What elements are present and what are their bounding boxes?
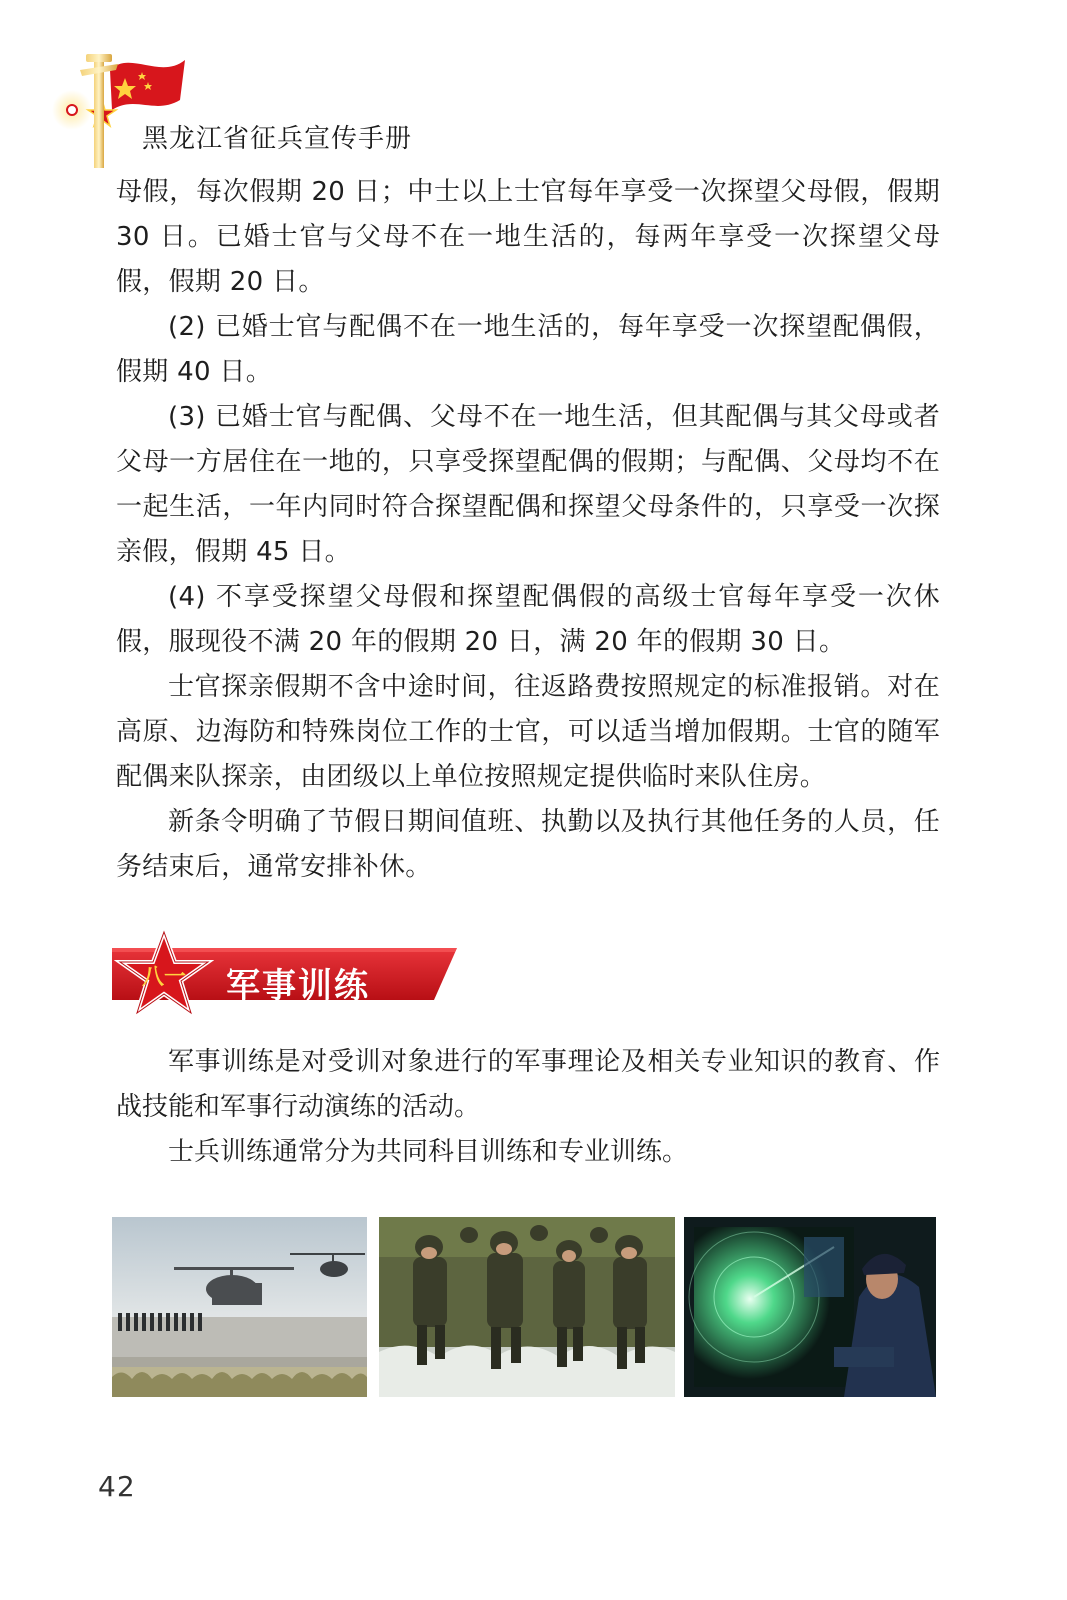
- section-title: 军事训练: [226, 966, 370, 1006]
- paragraph: 士官探亲假期不含中途时间，往返路费按照规定的标准报销。对在高原、边海防和特殊岗位工作的士官，可以适当增加假期。士官的随军配偶来队探亲，由团级以上单位按照规定提供临时来队住房。: [116, 672, 940, 792]
- paragraph: 军事训练是对受训对象进行的军事理论及相关专业知识的教育、作战技能和军事行动演练的活动。: [116, 1047, 940, 1122]
- red-star-emblem-icon: [114, 928, 214, 1018]
- page-header: [0, 0, 600, 180]
- photo-strip: [112, 1217, 936, 1397]
- paragraph: (3) 已婚士官与配偶、父母不在一地生活，但其配偶与其父母或者父母一方居住在一地的，只享受探望配偶的假期；与配偶、父母均不在一起生活，一年内同时符合探望配偶和探望父母条件的，只享受一次探亲假，假期 45 日。: [116, 402, 940, 567]
- paragraph: 士兵训练通常分为共同科目训练和专业训练。: [168, 1137, 689, 1167]
- paragraph: (4) 不享受探望父母假和探望配偶假的高级士官每年享受一次休假，服现役不满 20 年的假期 20 日，满 20 年的假期 30 日。: [116, 582, 940, 657]
- body-text: [116, 170, 940, 890]
- helicopter-airfield-photo: [112, 1217, 367, 1397]
- paragraph: 新条令明确了节假日期间值班、执勤以及执行其他任务的人员，任务结束后，通常安排补休。: [116, 807, 940, 882]
- paragraph: 母假，每次假期 20 日；中士以上士官每年享受一次探望父母假，假期 30 日。已婚士官与父母不在一地生活的，每两年享受一次探望父母假，假期 20 日。: [116, 177, 940, 297]
- soldiers-running-photo: [379, 1217, 675, 1397]
- page-number: 42: [98, 1470, 136, 1503]
- svg-text:八一: 八一: [141, 964, 187, 990]
- radar-operator-photo: [684, 1217, 936, 1397]
- handbook-title: 黑龙江省征兵宣传手册: [142, 124, 413, 154]
- section-banner: [112, 928, 457, 1018]
- paragraph: (2) 已婚士官与配偶不在一地生活的，每年享受一次探望配偶假，假期 40 日。: [116, 312, 940, 387]
- section-text: [116, 1040, 940, 1175]
